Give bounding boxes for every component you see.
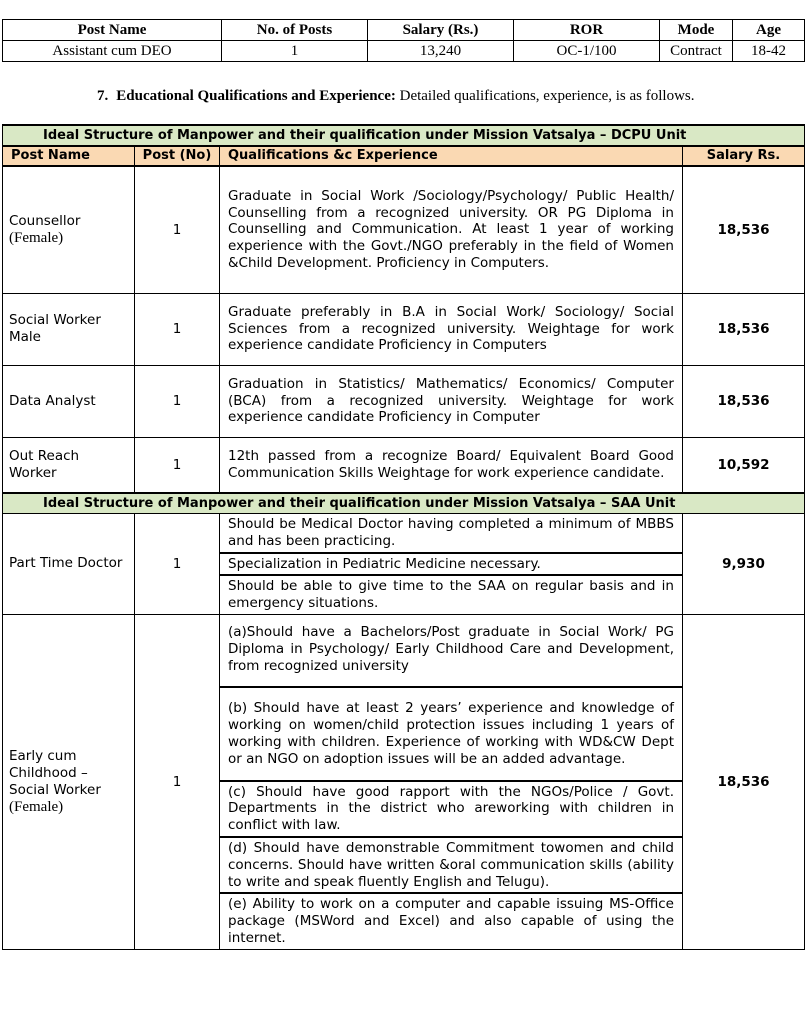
qualification-item: Should be Medical Doctor having completed a minimum of MBBS and has been practicing. [220, 514, 682, 553]
qualification-item: Should be able to give time to the SAA on regular basis and in emergency situations. [220, 575, 682, 614]
qualification-item: Specialization in Pediatric Medicine necessary. [220, 553, 682, 576]
post-count: 1 [135, 293, 220, 365]
qualification-cell: Graduate in Social Work /Sociology/Psychology/ Public Health/ Counselling from a recognized university. OR PG Diploma in Counselling and Communication. At least 1 year of working experience with the Govt./NGO preferably in the field of Women &Child Development. Proficiency in Computers. [220, 166, 683, 293]
section-title: Educational Qualifications and Experience: [116, 88, 396, 104]
salary-cell: 18,536 [683, 614, 805, 949]
post-name: Counsellor [9, 212, 81, 229]
header-ror: ROR [514, 20, 660, 41]
header-post-no: Post (No) [135, 146, 220, 166]
header-mode: Mode [660, 20, 733, 41]
table-row [3, 514, 805, 615]
section-row-dcpu [3, 125, 805, 146]
section-heading [97, 88, 695, 105]
post-count: 1 [135, 166, 220, 293]
qualification-cell [220, 614, 683, 949]
cell-age: 18-42 [733, 41, 805, 62]
post-count: 1 [135, 437, 220, 493]
post-name-suffix: (Female) [9, 798, 64, 815]
cell-post-name: Assistant cum DEO [3, 41, 222, 62]
post-name: Part Time Doctor [3, 514, 135, 615]
header-age: Age [733, 20, 805, 41]
header-salary: Salary Rs. [683, 146, 805, 166]
qualification-item: (a)Should have a Bachelors/Post graduate in Social Work/ PG Diploma in Psychology/ Early Childhood Care and Development, from recognized university [220, 615, 682, 687]
salary-cell: 18,536 [683, 365, 805, 437]
cell-no-of-posts: 1 [222, 41, 368, 62]
section-title-dcpu: Ideal Structure of Manpower and their qualification under Mission Vatsalya – DCPU Unit [3, 125, 805, 146]
qualification-cell: Graduate preferably in B.A in Social Work/ Sociology/ Social Sciences from a recognized university. Weightage for work experience candidate Proficiency in Computers [220, 293, 683, 365]
salary-cell: 10,592 [683, 437, 805, 493]
cell-salary: 13,240 [368, 41, 514, 62]
qualification-table [2, 124, 805, 950]
post-name: Early cum Childhood – Social Worker [9, 747, 101, 798]
post-count: 1 [135, 514, 220, 615]
header-qualifications: Qualifications &c Experience [220, 146, 683, 166]
section-text: Detailed qualifications, experience, is as follows. [395, 88, 695, 104]
section-title-saa: Ideal Structure of Manpower and their qualification under Mission Vatsalya – SAA Unit [3, 493, 805, 514]
vacancy-summary-table [2, 19, 805, 62]
table-header-row [3, 146, 805, 166]
table-row [3, 614, 805, 949]
cell-mode: Contract [660, 41, 733, 62]
salary-cell: 9,930 [683, 514, 805, 615]
table-header-row [3, 20, 805, 41]
post-count: 1 [135, 365, 220, 437]
post-name: Data Analyst [3, 365, 135, 437]
post-name-cell [3, 614, 135, 949]
post-count: 1 [135, 614, 220, 949]
qualification-item: (d) Should have demonstrable Commitment towomen and child concerns. Should have written &oral communication skills (ability to write and speak fluently English and Telugu). [220, 837, 682, 893]
section-row-saa [3, 493, 805, 514]
header-post-name: Post Name [3, 146, 135, 166]
table-row [3, 365, 805, 437]
header-post-name: Post Name [3, 20, 222, 41]
qualification-cell: Graduation in Statistics/ Mathematics/ Economics/ Computer (BCA) from a recognized university. Weightage for work experience candidate Proficiency in Computer [220, 365, 683, 437]
header-salary: Salary (Rs.) [368, 20, 514, 41]
post-name-suffix: (Female) [9, 229, 64, 246]
qualification-cell [220, 514, 683, 615]
header-no-of-posts: No. of Posts [222, 20, 368, 41]
qualification-item: (e) Ability to work on a computer and capable issuing MS-Office package (MSWord and Excel) and also capable of using the internet. [220, 893, 682, 948]
qualification-item: (b) Should have at least 2 years’ experience and knowledge of working on women/child protection issues including 1 years of working with children. Experience of working with WD&CW Dept or an NGO on adoption issues will be an added advantage. [220, 687, 682, 780]
table-row [3, 293, 805, 365]
qualification-item: (c) Should have good rapport with the NGOs/Police / Govt. Departments in the district who areworking with children in conflict with law. [220, 781, 682, 837]
table-row [3, 166, 805, 293]
cell-ror: OC-1/100 [514, 41, 660, 62]
post-name: Out Reach Worker [3, 437, 135, 493]
post-name: Social Worker Male [3, 293, 135, 365]
section-number: 7. [97, 88, 109, 104]
salary-cell: 18,536 [683, 293, 805, 365]
post-name-cell [3, 166, 135, 293]
salary-cell: 18,536 [683, 166, 805, 293]
table-row [3, 41, 805, 62]
qualification-cell: 12th passed from a recognize Board/ Equivalent Board Good Communication Skills Weightage for work experience candidate. [220, 437, 683, 493]
table-row [3, 437, 805, 493]
